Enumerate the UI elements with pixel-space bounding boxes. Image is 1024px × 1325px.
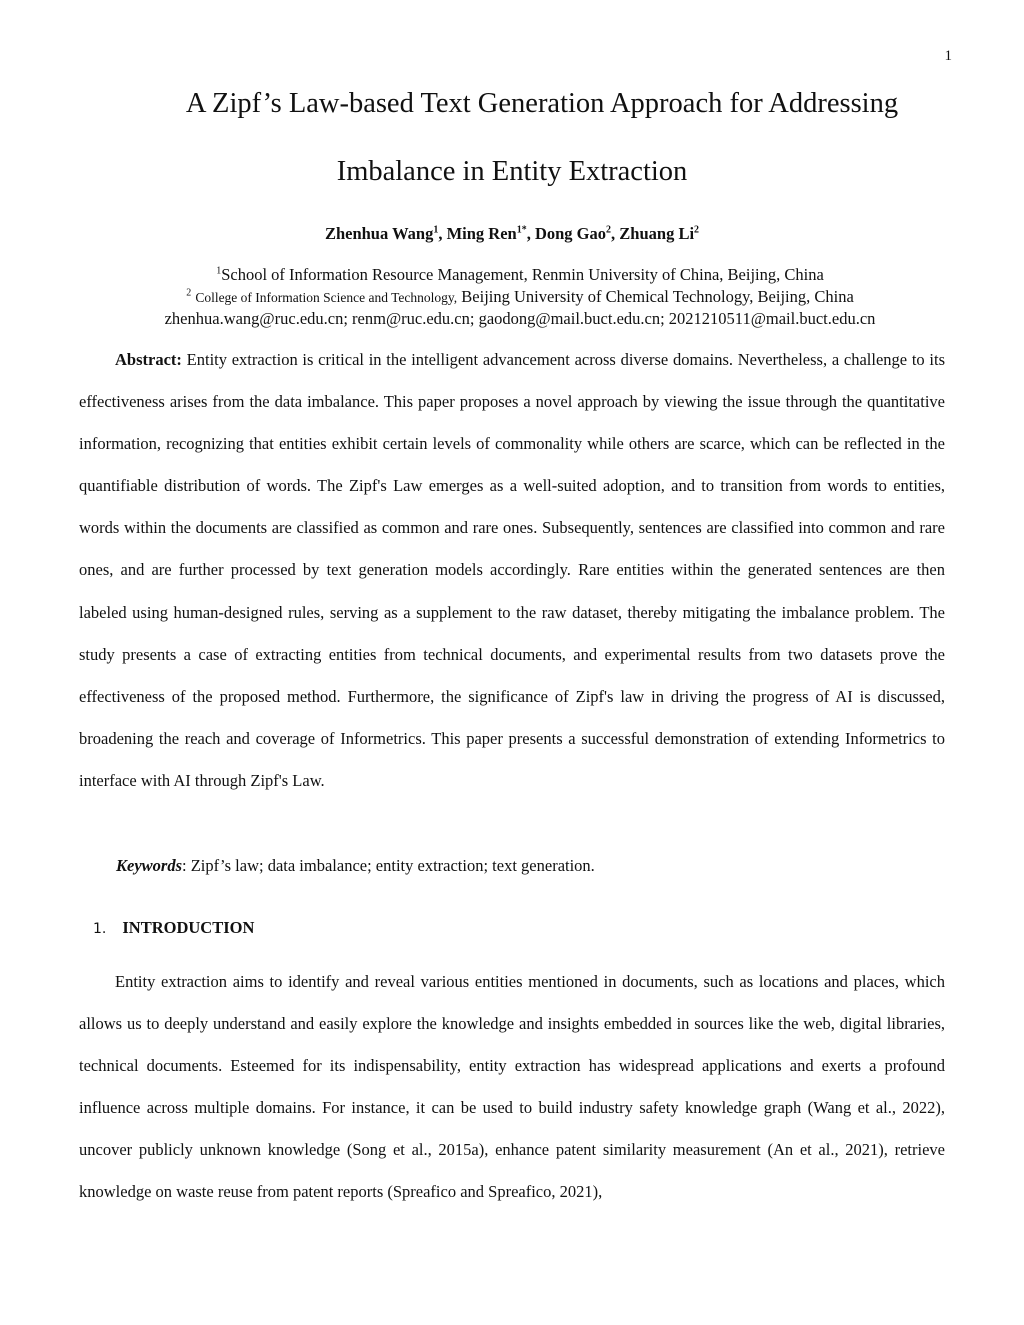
section-number: 1.	[93, 921, 107, 937]
keywords-label: Keywords	[116, 856, 182, 875]
affiliation-text: School of Information Resource Management, Renmin University of China, Beijing, China	[221, 265, 824, 284]
author-name: Zhuang Li	[619, 224, 695, 243]
author-affiliation-marker: 2	[606, 224, 612, 236]
introduction-paragraph: Entity extraction aims to identify and reveal various entities mentioned in documents, such as locations and places, which allows us to deeply understand and easily explore the knowledge and insights embedded in sources like the web, digital libraries, technical documents. Esteemed for its indispensability, entity extraction has widespread applications and exerts a profound influence across multiple domains. For instance, it can be used to build industry safety knowledge graph (Wang et al., 2022), uncover publicly unknown knowledge (Song et al., 2015a), enhance patent similarity measurement (An et al., 2021), retrieve knowledge on waste reuse from patent reports (Spreafico and Spreafico, 2021),	[79, 972, 945, 1202]
author-separator: ,	[611, 224, 620, 243]
affiliation-2	[0, 287, 1024, 307]
paper-title-line2: Imbalance in Entity Extraction	[336, 156, 688, 187]
affiliation-text: Beijing University of Chemical Technology, Beijing, China	[461, 287, 854, 306]
author-affiliation-marker: 1	[433, 224, 439, 236]
keywords-text: : Zipf’s law; data imbalance; entity extraction; text generation.	[182, 856, 595, 875]
affiliation-college: College of Information Science and Technology,	[195, 290, 458, 305]
author-emails: zhenhua.wang@ruc.edu.cn; renm@ruc.edu.cn; gaodong@mail.buct.edu.cn; 2021210511@mail.buct.edu.cn	[164, 309, 876, 328]
author-name: Ming Ren	[446, 224, 517, 243]
abstract-label: Abstract:	[115, 350, 182, 369]
author-affiliation-marker: 2	[694, 224, 700, 236]
paper-title-line1: A Zipf’s Law-based Text Generation Approach for Addressing	[185, 88, 899, 119]
author-list	[0, 224, 1024, 244]
author-separator: ,	[438, 224, 447, 243]
author-affiliation-marker: 1*	[516, 224, 527, 236]
section-heading-introduction	[93, 918, 254, 938]
keywords	[116, 856, 595, 876]
affiliation-marker: 2	[186, 287, 192, 299]
abstract	[79, 339, 945, 802]
affiliation-marker: 1	[216, 265, 222, 277]
author-separator: ,	[526, 224, 535, 243]
affiliation-1	[0, 265, 1024, 285]
author-name: Dong Gao	[534, 224, 607, 243]
author-name: Zhenhua Wang	[324, 224, 434, 243]
introduction-body	[79, 961, 945, 1214]
abstract-text: Entity extraction is critical in the intelligent advancement across diverse domains. Nevertheless, a challenge to its effectiveness arises from the data imbalance. This paper proposes a novel approach by viewing the issue through the quantitative information, recognizing that entities exhibit certain levels of commonality while others are scarce, which can be reflected in the quantifiable distribution of words. The Zipf's Law emerges as a well-suited adoption, and to transition from words to entities, words within the documents are classified as common and rare ones. Subsequently, sentences are classified into common and rare ones, and are further processed by text generation models accordingly. Rare entities within the generated sentences are then labeled using human-designed rules, serving as a supplement to the raw dataset, thereby mitigating the imbalance problem. The study presents a case of extracting entities from technical documents, and experimental results from two datasets prove the effectiveness of the proposed method. Furthermore, the significance of Zipf's law in driving the progress of AI is discussed, broadening the reach and coverage of Informetrics. This paper presents a successful demonstration of extending Informetrics to interface with AI through Zipf's Law.	[79, 350, 946, 790]
section-title: INTRODUCTION	[122, 918, 255, 937]
page-number: 1	[944, 48, 952, 64]
